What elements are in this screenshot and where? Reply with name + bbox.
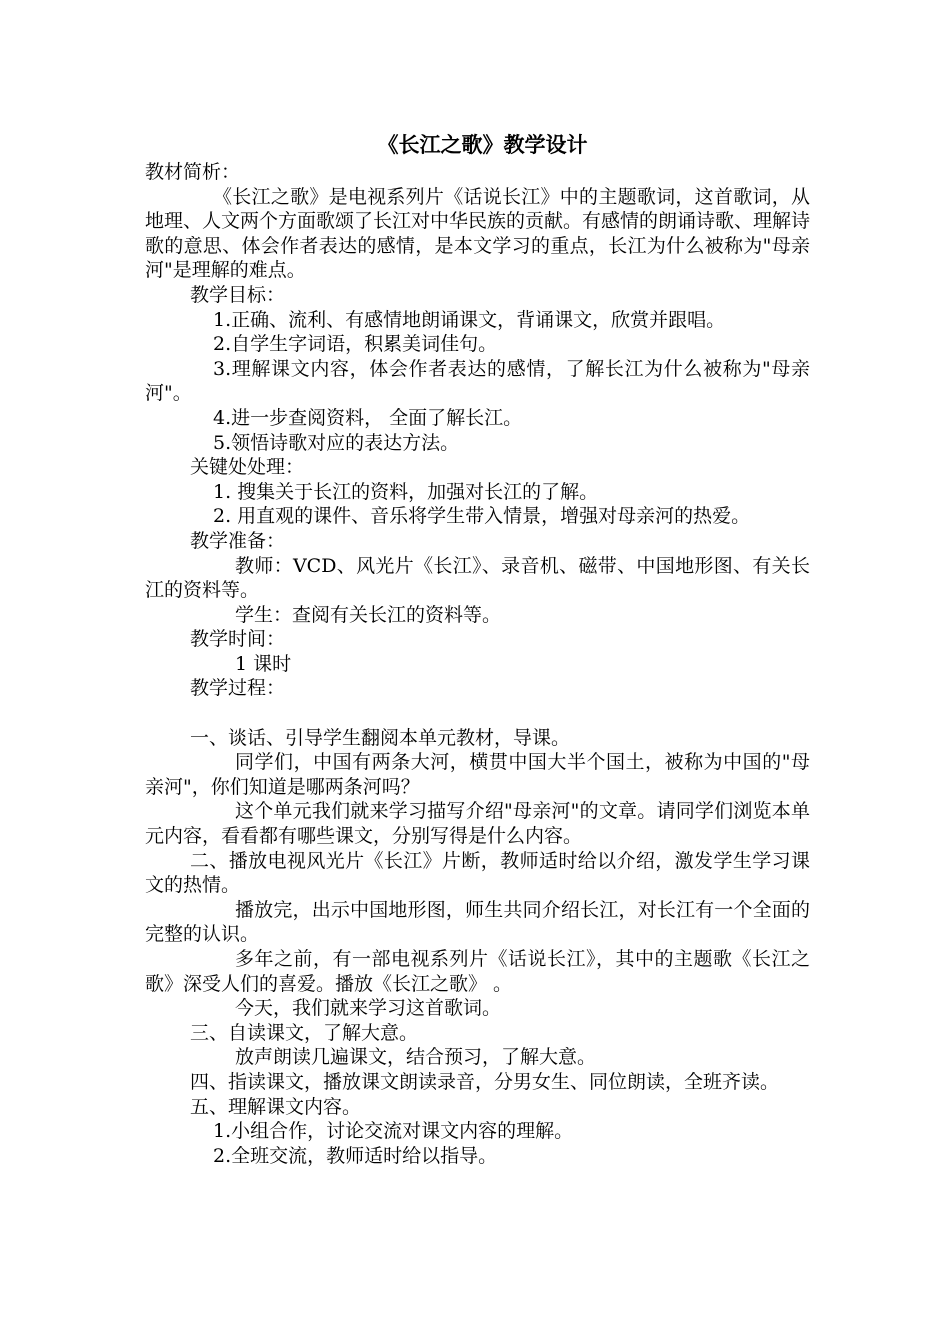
paragraph: 播放完，出示中国地形图，师生共同介绍长江，对长江有一个全面的完整的认识。	[145, 898, 810, 946]
paragraph: 教学时间：	[190, 628, 286, 651]
blank-line	[145, 701, 810, 726]
paragraph: 1 课时	[235, 652, 292, 675]
paragraph: 多年之前，有一部电视系列片《话说长江》，其中的主题歌《长江之歌》深受人们的喜爱。播放《长江之歌》 。	[145, 948, 810, 995]
paragraph: 1.小组合作，讨论交流对课文内容的理解。	[213, 1120, 574, 1143]
paragraph: 1. 搜集关于长江的资料，加强对长江的了解。	[213, 480, 599, 503]
paragraph: 同学们，中国有两条大河，横贯中国大半个国土，被称为中国的"母亲河"，你们知道是哪两条河吗？	[145, 751, 810, 798]
paragraph: 关键处处理：	[190, 456, 305, 479]
paragraph: 教学目标：	[190, 283, 286, 306]
paragraph: 三、自读课文，了解大意。	[190, 1021, 419, 1044]
paragraph: 一、谈话、引导学生翻阅本单元教材，导课。	[190, 726, 571, 749]
paragraph: 学生：查阅有关长江的资料等。	[235, 603, 502, 626]
paragraph: 教材简析：	[145, 161, 241, 183]
paragraph: 教学准备：	[190, 529, 286, 552]
paragraph: 二、播放电视风光片《长江》片断，教师适时给以介绍，激发学生学习课文的热情。	[145, 849, 810, 897]
paragraph: 2.全班交流，教师适时给以指导。	[213, 1144, 498, 1167]
paragraph: 4.进一步查阅资料， 全面了解长江。	[213, 406, 523, 429]
paragraph: 今天，我们就来学习这首歌词。	[235, 997, 502, 1020]
paragraph: 5.领悟诗歌对应的表达方法。	[213, 431, 460, 454]
paragraph: 2. 用直观的课件、音乐将学生带入情景，增强对母亲河的热爱。	[213, 505, 751, 528]
paragraph: 四、指读课文，播放课文朗读录音，分男女生、同位朗读，全班齐读。	[190, 1070, 780, 1093]
paragraph: 教师：VCD、风光片《长江》、录音机、磁带、中国地形图、有关长江的资料等。	[145, 554, 810, 602]
paragraph: 《长江之歌》是电视系列片《话说长江》中的主题歌词，这首歌词，从地理、人文两个方面歌颂了长江对中华民族的贡献。有感情的朗诵诗歌、理解诗歌的意思、体会作者表达的感情，是本文学习的重点，长江为什么被称为"母亲河"是理解的难点。	[145, 185, 811, 282]
paragraph: 教学过程：	[190, 677, 286, 700]
paragraph: 放声朗读几遍课文，结合预习，了解大意。	[235, 1046, 597, 1069]
paragraph: 1.正确、流利、有感情地朗诵课文，背诵课文，欣赏并跟唱。	[213, 308, 726, 331]
paragraph: 2.自学生字词语，积累美词佳句。	[213, 333, 498, 356]
document-body	[145, 160, 810, 1168]
paragraph: 3.理解课文内容，体会作者表达的感情，了解长江为什么被称为"母亲河"。	[145, 357, 810, 405]
paragraph: 五、理解课文内容。	[190, 1095, 362, 1118]
document-page	[145, 130, 810, 1168]
paragraph: 这个单元我们就来学习描写介绍"母亲河"的文章。请同学们浏览本单元内容，看看都有哪些课文，分别写得是什么内容。	[145, 800, 810, 848]
document-title: 《长江之歌》教学设计	[377, 132, 588, 157]
